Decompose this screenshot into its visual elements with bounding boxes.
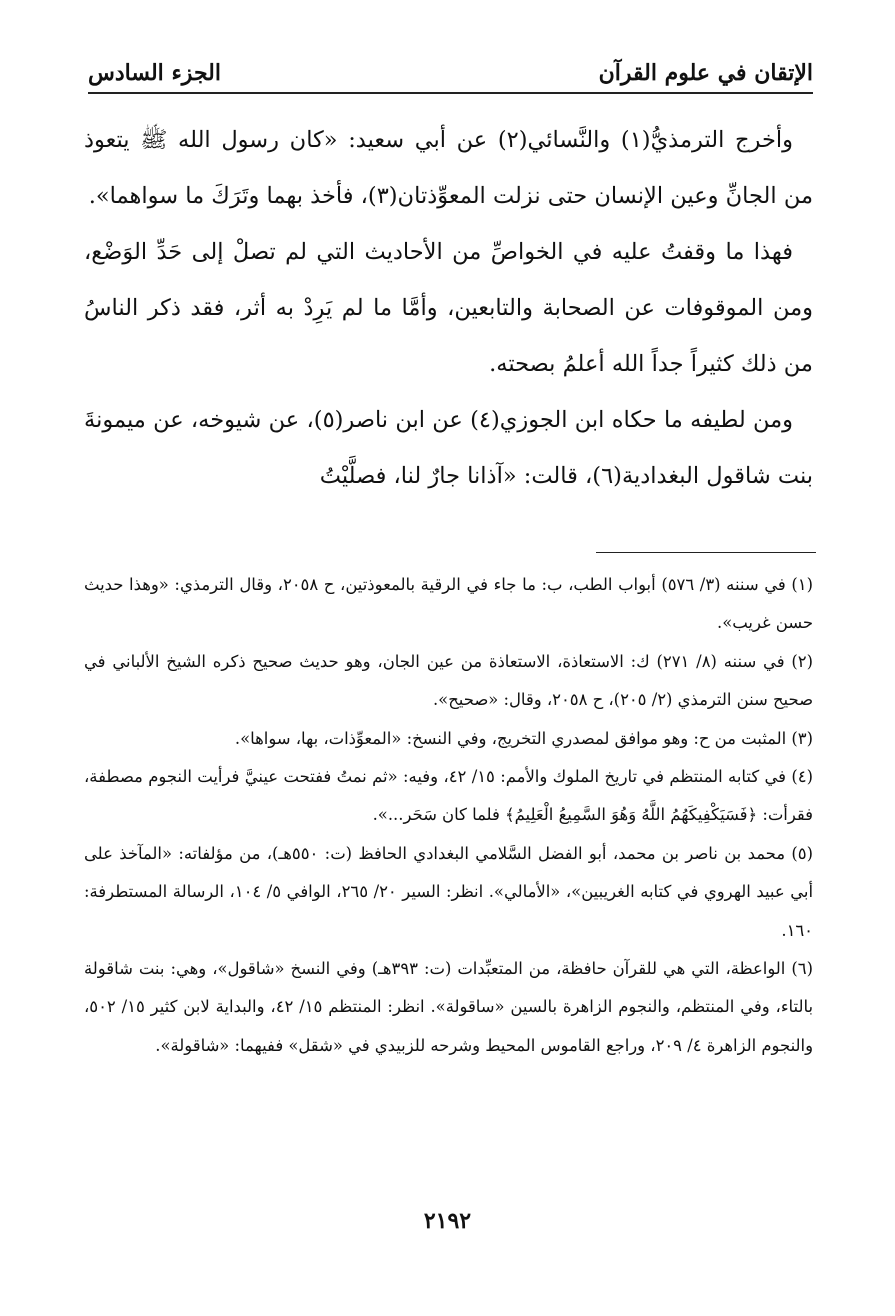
running-header	[88, 46, 813, 94]
footnotes	[84, 566, 813, 1065]
part-label: الجزء السادس	[88, 60, 221, 86]
paragraph: ومن لطيفه ما حكاه ابن الجوزي(٤) عن ابن ناصر(٥)، عن شيوخه، عن ميمونةَ بنت شاقول البغدادية(٦)، قالت: «آذانا جارٌ لنا، فصلَّيْتُ	[84, 407, 813, 489]
footnote-2: (٢) في سننه (٨/ ٢٧١) ك: الاستعاذة، الاستعاذة من عين الجان، وهو حديث صحيح ذكره الشيخ الألباني في صحيح سنن الترمذي (٢/ ٢٠٥)، ح ٢٠٥٨، وقال: «صحيح».	[84, 651, 813, 710]
footnote-3: (٣) المثبت من ح: وهو موافق لمصدري التخريج، وفي النسخ: «المعوِّذات، بها، سواها».	[234, 728, 813, 748]
footnote-4: (٤) في كتابه المنتظم في تاريخ الملوك والأمم: ١٥/ ٤٢، وفيه: «ثم نمتُ ففتحت عينيَّ فرأيت النجوم مصطفة، فقرأت: ﴿فَسَيَكْفِيكَهُمُ اللَّهُ وَهُوَ السَّمِيعُ الْعَلِيمُ﴾ فلما كان سَحَر...».	[84, 767, 814, 825]
book-title: الإتقان في علوم القرآن	[598, 60, 813, 86]
footnote-separator	[596, 552, 816, 553]
footnote-5: (٥) محمد بن ناصر بن محمد، أبو الفضل السَّلامي البغدادي الحافظ (ت: ٥٥٠هـ)، من مؤلفاته: «المآخذ على أبي عبيد الهروي في كتابه الغريبين»، «الأمالي». انظر: السير ٢٠/ ٢٦٥، الوافي ٥/ ١٠٤، الرسالة المستطرفة: ١٦٠.	[84, 843, 814, 940]
main-text	[84, 112, 813, 504]
footnote-6: (٦) الواعظة، التي هي للقرآن حافظة، من المتعبِّدات (ت: ٣٩٣هـ) وفي النسخ «شاقول»، وهي: بنت شاقولة بالتاء، وفي المنتظم، والنجوم الزاهرة بالسين «ساقولة». انظر: المنتظم ١٥/ ٤٢، والبداية لابن كثير ١٥/ ٥٠٢، والنجوم الزاهرة ٤/ ٢٠٩، وراجع القاموس المحيط وشرحه للزبيدي في «شقل» ففيهما: «شاقولة».	[84, 959, 814, 1055]
paragraph: وأخرج الترمذيُّ(١) والنَّسائي(٢) عن أبي سعيد: «كان رسول الله ﷺ يتعوذ من الجانِّ وعين الإنسان حتى نزلت المعوِّذتان(٣)، فأخذ بهما وتَرَكَ ما سواهما».	[84, 127, 813, 209]
page-number: ٢١٩٢	[423, 1208, 472, 1234]
paragraph: فهذا ما وقفتُ عليه في الخواصِّ من الأحاديث التي لم تصلْ إلى حَدِّ الوَضْع، ومن الموقوفات عن الصحابة والتابعين، وأمَّا ما لم يَرِدْ به أثر، فقد ذكر الناسُ من ذلك كثيراً جداً الله أعلمُ بصحته.	[84, 239, 813, 377]
footnote-1: (١) في سننه (٣/ ٥٧٦) أبواب الطب، ب: ما جاء في الرقية بالمعوذتين، ح ٢٠٥٨، وقال الترمذي: «وهذا حديث حسن غريب».	[84, 575, 813, 633]
